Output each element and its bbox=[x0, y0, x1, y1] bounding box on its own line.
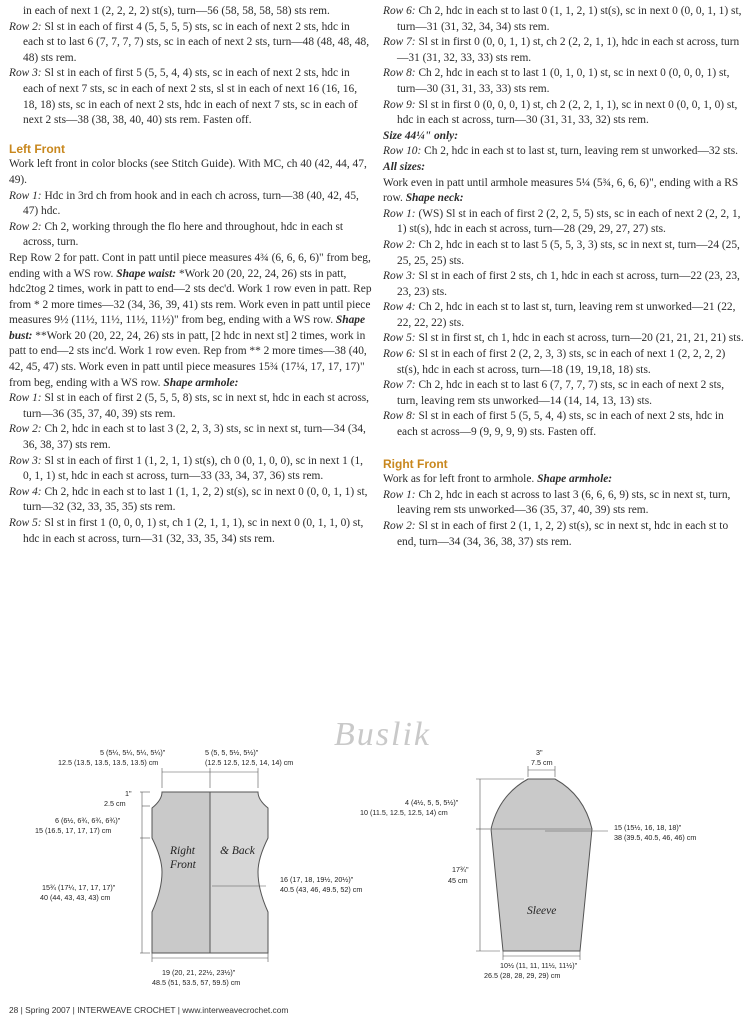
row-text: Sl st in first 1 (0, 0, 0, 1) st, ch 1 (2, 1, 1, 1), sc in next 0 (0, 1, 1, 0) st, hdc in each st across, turn—31 (32, 33, 35, 34) sts rem. bbox=[23, 517, 364, 545]
row-text: (WS) Sl st in each of first 2 (2, 2, 5, 5) sts, sc in each of next 2 (2, 2, 1, 1) st(s), hdc in each st across, turn—28 (29, 29, 27, 27) sts. bbox=[397, 207, 741, 236]
label-sleeve: Sleeve bbox=[527, 905, 557, 917]
row-text: Sl st in each of first 2 (2, 2, 3, 3) sts, sc in each of next 1 (2, 2, 2, 2) st(s), hdc in each st across, turn—18 (19, 19,18, 18) sts. bbox=[397, 348, 726, 376]
row1-tail: in each of next 1 (2, 2, 2, 2) st(s), turn—56 (58, 58, 58, 58) sts rem. bbox=[23, 5, 330, 17]
size-only-label: Size 44¼" only: bbox=[383, 129, 458, 142]
dim-text: 16 (17, 18, 19½, 20½)" bbox=[280, 875, 354, 884]
row-label: Row 1: bbox=[9, 392, 42, 405]
page-footer bbox=[9, 1005, 288, 1015]
row-text: Ch 2, hdc in each st to last 6 (7, 7, 7, 7) sts, sc in each of next 2 sts, turn, leaving rem sts unworked—14 (14, 14, 13, 13) sts. bbox=[397, 379, 725, 407]
separator: | bbox=[177, 1005, 180, 1015]
row-label: Row 4: bbox=[9, 485, 42, 498]
right-front-heading: Right Front bbox=[383, 456, 448, 471]
row-text: Sl st in each of first 5 (5, 5, 4, 4) sts, sc in each of next 2 sts, hdc in each st across—9 (9, 9, 9, 9) sts. Fasten off. bbox=[397, 410, 724, 439]
dim-text: 6 (6½, 6¾, 6¾, 6¾)" bbox=[55, 816, 121, 825]
shape-neck-label: Shape neck: bbox=[405, 192, 464, 205]
left-front-intro: Work left front in color blocks (see Stitch Guide). With MC, ch 40 (42, 44, 47, 49). bbox=[9, 158, 367, 186]
row-text: Hdc in 3rd ch from hook and in each ch across, turn—38 (40, 42, 45, 47) hdc. bbox=[23, 189, 359, 218]
row-label: Row 6: bbox=[383, 348, 416, 361]
row-text: Ch 2, hdc in each st to last 1 (1, 1, 2, 2) st(s), sc in next 0 (0, 0, 1, 1) st, turn—32 (32, 33, 35, 35) sts rem. bbox=[23, 485, 368, 514]
separator: | bbox=[20, 1005, 23, 1015]
dim-text: 10½ (11, 11, 11½, 11½)" bbox=[500, 961, 578, 970]
row-text: Sl st in first 0 (0, 0, 1, 1) st, ch 2 (2, 2, 1, 1), hdc in each st across, turn—31 (31, 32, 33, 33) sts rem. bbox=[397, 36, 740, 64]
dim-text: 15¾ (17¼, 17, 17, 17)" bbox=[42, 883, 116, 892]
para-a: Rep Row 2 for patt. Cont in patt until piece measures 4¾ (6, 6, 6, 6)" from beg, ending with a WS row. bbox=[9, 251, 371, 280]
label-right: Right bbox=[170, 845, 195, 857]
rf-shape-armhole-label: Shape armhole: bbox=[537, 473, 613, 486]
row-label: Row 2: bbox=[383, 238, 416, 251]
para-b: *Work 20 (20, 22, 24, 26) sts in patt, hdc2tog 2 times, work in patt to end—2 sts dec'd. Work 1 row even in patt. Rep from * 2 more times—32 (34, 36, 39, 41) sts rem. Work even in patt until piece measures 9½ (11½, 11½, 11½, 11½)" from beg, ending with a WS row. bbox=[9, 267, 372, 327]
row-label: Row 8: bbox=[383, 67, 416, 80]
dim-text: 2.5 cm bbox=[104, 799, 126, 808]
sleeve-shape bbox=[491, 779, 592, 951]
row-label: Row 2: bbox=[383, 520, 416, 532]
row-text: Ch 2, hdc in each st to last st, turn, leaving rem st unworked—21 (22, 22, 22, 22) sts. bbox=[397, 301, 736, 329]
row-text: Ch 2, hdc in each st to last 5 (5, 5, 3, 3) sts, sc in next st, turn—24 (25, 25, 25, 25) sts. bbox=[397, 238, 740, 267]
row-label: Row 8: bbox=[383, 410, 416, 423]
row-label: Row 2: bbox=[9, 423, 42, 436]
dim-text: 15 (16.5, 17, 17, 17) cm bbox=[35, 826, 112, 835]
row-label: Row 6: bbox=[383, 5, 416, 17]
row-label: Row 4: bbox=[383, 301, 416, 314]
row-text: Ch 2, hdc in each st across to last 3 (6, 6, 6, 9) sts, sc in next st, turn, leaving rem sts unworked—36 (35, 37, 40, 39) sts rem. bbox=[397, 488, 731, 517]
dim-text: 38 (39.5, 40.5, 46, 46) cm bbox=[614, 833, 697, 842]
row-label: Row 5: bbox=[9, 517, 42, 529]
shape-waist-label: Shape waist: bbox=[116, 267, 177, 280]
row-text: Sl st in first st, ch 1, hdc in each st across, turn—20 (21, 21, 21, 21) sts. bbox=[418, 332, 744, 345]
dim-text: 10 (11.5, 12.5, 12.5, 14) cm bbox=[360, 808, 448, 817]
dim-text: 40 (44, 43, 43, 43) cm bbox=[40, 893, 111, 902]
row-label: Row 10: bbox=[383, 145, 422, 158]
row-text: Ch 2, hdc in each st to last 1 (0, 1, 0, 1) st, sc in next 0 (0, 0, 0, 1) st, turn—30 (31, 31, 33, 33) sts rem. bbox=[397, 67, 730, 95]
dim-text: 7.5 cm bbox=[531, 758, 553, 767]
row-label: Row 1: bbox=[383, 207, 416, 220]
row-label: Row 1: bbox=[383, 488, 416, 501]
row-label: Row 2: bbox=[9, 20, 42, 33]
para-c: **Work 20 (20, 22, 24, 26) sts in patt, [2 hdc in next st] 2 times, work in patt to end—2 sts inc'd. Work 1 row even. Rep from ** 2 more times—38 (40, 42, 45, 47) sts. Work even in patt until piece measures 15¾ (17¼, 17, 17, 17)" from beg, ending with a WS row. bbox=[9, 329, 367, 389]
row-text: Ch 2, working through the flo here and throughout, hdc in each st across, turn. bbox=[23, 220, 344, 249]
dim-text: 40.5 (43, 46, 49.5, 52) cm bbox=[280, 885, 363, 894]
dim-text: 26.5 (28, 28, 29, 29) cm bbox=[484, 971, 561, 980]
body-back-panel bbox=[210, 792, 268, 953]
website-link[interactable]: www.interweavecrochet.com bbox=[182, 1005, 289, 1015]
row-text: Sl st in each of first 2 sts, ch 1, hdc in each st across, turn—22 (23, 23, 23, 23) sts. bbox=[397, 270, 740, 298]
row-label: Row 5: bbox=[383, 332, 416, 345]
work-even-text: Work even in patt until armhole measures 5¼ (5¾, 6, 6, 6)", ending with a RS row. bbox=[383, 176, 739, 205]
label-back: & Back bbox=[220, 845, 255, 857]
dim-text: 45 cm bbox=[448, 876, 468, 885]
separator: | bbox=[72, 1005, 75, 1015]
body-front-panel bbox=[152, 792, 210, 953]
row-label: Row 3: bbox=[383, 270, 416, 283]
dim-text: 48.5 (51, 53.5, 57, 59.5) cm bbox=[152, 978, 241, 987]
dim-text: (12.5 12.5, 12.5, 14, 14) cm bbox=[205, 758, 294, 767]
row-text: Sl st in each of first 5 (5, 5, 4, 4) sts, sc in each of next 2 sts, hdc in each of next 7 sts, sc in each of next 2 sts, sl st in each of next 16 (16, 16, 18, 18) sts, sc in each of next 2 sts, hdc in each of next 7 sts, sc in each of next 2 sts—38 (38, 38, 40, 40) sts rem. Fasten off. bbox=[23, 67, 358, 127]
row-label: Row 2: bbox=[9, 220, 42, 233]
row-text: Ch 2, hdc in each st to last 3 (2, 2, 3, 3) sts, sc in next st, turn—34 (34, 36, 38, 37) sts rem. bbox=[23, 423, 366, 452]
issue: Spring 2007 bbox=[25, 1005, 71, 1015]
dim-text: 5 (5¼, 5¼, 5¼, 5¼)" bbox=[100, 748, 166, 757]
shape-armhole-label: Shape armhole: bbox=[163, 376, 239, 389]
dim-text: 5 (5, 5, 5½, 5½)" bbox=[205, 748, 259, 757]
dim-text: 15 (15½, 16, 18, 18)" bbox=[614, 823, 682, 832]
row-text: Ch 2, hdc in each st to last 0 (1, 1, 2, 1) st(s), sc in next 0 (0, 0, 1, 1) st, turn—31 (31, 32, 34, 34) sts rem. bbox=[397, 5, 742, 33]
row-text: Sl st in first 0 (0, 0, 0, 1) st, ch 2 (2, 2, 1, 1), sc in next 0 (0, 0, 1, 0) st, hdc in each st across, turn—30 (31, 31, 33, 32) sts rem. bbox=[397, 98, 738, 127]
dim-text: 17¾" bbox=[452, 865, 469, 874]
rf-intro-text: Work as for left front to armhole. bbox=[383, 473, 535, 486]
shape-bust-label: Shape bust: bbox=[9, 314, 366, 342]
row-label: Row 1: bbox=[9, 189, 42, 202]
row-text: Sl st in each of first 2 (5, 5, 5, 8) sts, sc in next st, hdc in each st across, turn—36 (35, 37, 40, 39) sts rem. bbox=[23, 392, 370, 420]
dim-text: 19 (20, 21, 22½, 23½)" bbox=[162, 968, 236, 977]
row-label: Row 3: bbox=[9, 67, 42, 80]
row-label: Row 7: bbox=[383, 36, 416, 49]
row-label: Row 3: bbox=[9, 454, 42, 467]
all-sizes-label: All sizes: bbox=[383, 160, 426, 173]
row-label: Row 9: bbox=[383, 98, 416, 111]
row-label: Row 7: bbox=[383, 379, 416, 392]
magazine-name: INTERWEAVE CROCHET bbox=[77, 1005, 176, 1015]
page-number: 28 bbox=[9, 1005, 19, 1015]
dim-text: 4 (4½, 5, 5, 5½)" bbox=[405, 798, 459, 807]
row-text: Sl st in each of first 2 (1, 1, 2, 2) st(s), sc in next st, hdc in each st to end, turn—34 (34, 36, 38, 37) sts rem. bbox=[397, 520, 729, 548]
dim-text: 3" bbox=[536, 748, 543, 757]
label-front: Front bbox=[170, 859, 196, 871]
row-text: Sl st in each of first 4 (5, 5, 5, 5) sts, sc in each of next 2 sts, hdc in each st to last 6 (7, 7, 7, 7) sts, sc in each of next 2 sts, turn—48 (48, 48, 48, 48) sts rem. bbox=[23, 20, 370, 64]
row-text: Sl st in each of first 1 (1, 2, 1, 1) st(s), ch 0 (0, 1, 0, 0), sc in next 1 (1, 0, 1, 1) st, hdc in each st across, turn—33 (33, 34, 37, 36) sts rem. bbox=[23, 454, 364, 483]
left-front-heading: Left Front bbox=[9, 141, 65, 156]
watermark: Buslik bbox=[334, 716, 431, 753]
dim-text: 12.5 (13.5, 13.5, 13.5, 13.5) cm bbox=[58, 758, 159, 767]
sleeve-schematic bbox=[360, 748, 696, 980]
dim-text: 1" bbox=[125, 789, 132, 798]
body-schematic bbox=[35, 748, 362, 987]
row-text: Ch 2, hdc in each st to last st, turn, leaving rem st unworked—32 sts. bbox=[424, 145, 738, 158]
